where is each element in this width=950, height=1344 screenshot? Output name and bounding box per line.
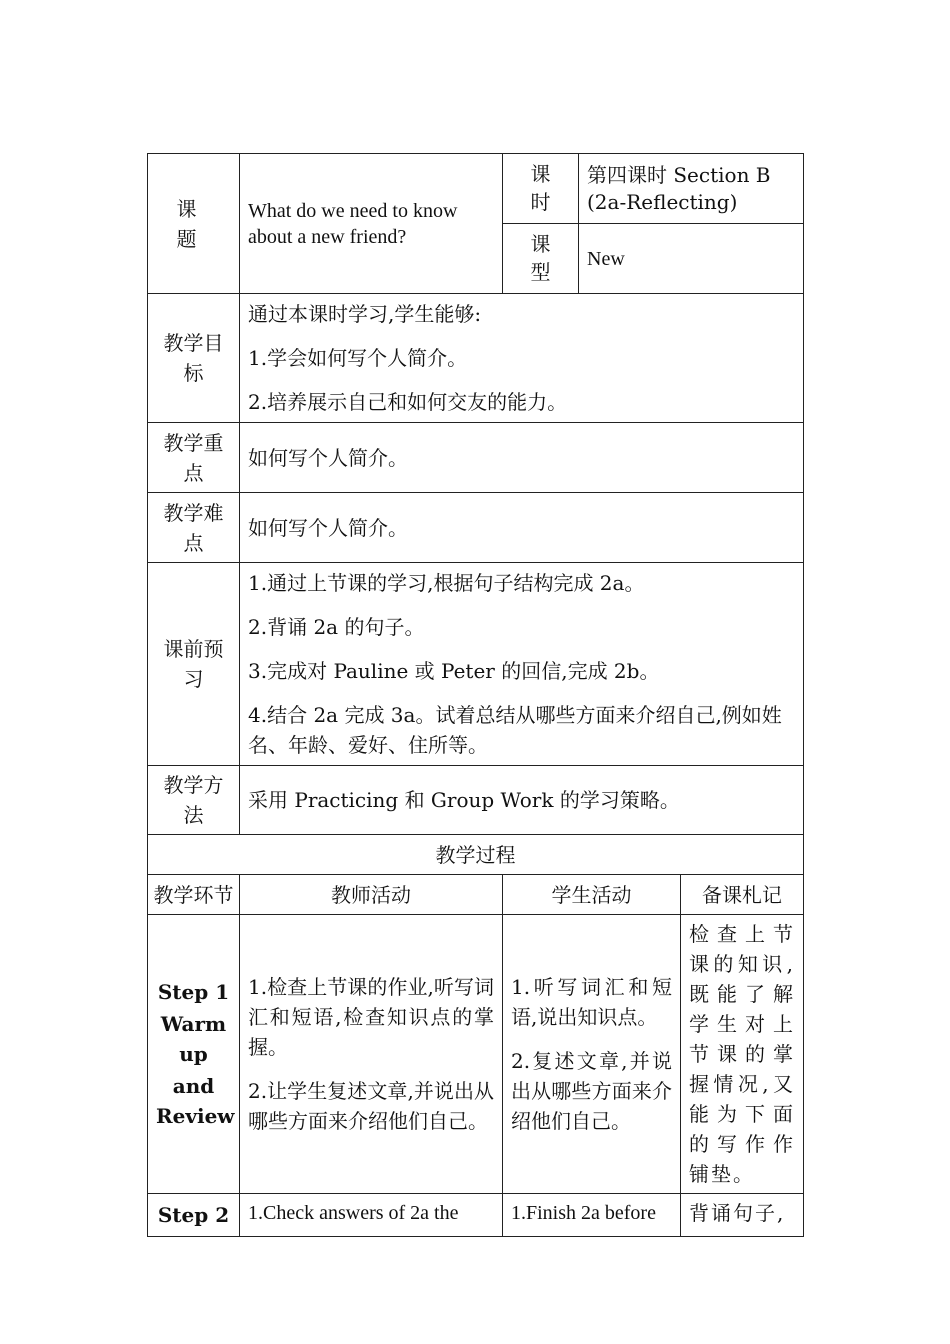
col-header-notes: 备课札记 xyxy=(681,875,804,915)
preview-item: 2.背诵 2a 的句子。 xyxy=(248,615,425,639)
step-2-teacher: 1.Check answers of 2a the xyxy=(240,1194,503,1237)
type-value: New xyxy=(579,224,804,294)
col-header-stage: 教学环节 xyxy=(148,875,240,915)
preview-content xyxy=(240,563,804,766)
goals-intro: 通过本课时学习,学生能够: xyxy=(248,302,482,326)
step-1-label xyxy=(148,915,240,1194)
goals-label: 教学目标 xyxy=(148,294,240,423)
student-activity: 1.听写词汇和短语,说出知识点。 xyxy=(511,975,672,1029)
step-1-teacher xyxy=(240,915,503,1194)
preview-item: 1.通过上节课的学习,根据句子结构完成 2a。 xyxy=(248,571,645,595)
teacher-activity: 1.检查上节课的作业,听写词汇和短语,检查知识点的掌握。 xyxy=(248,975,494,1059)
step-1-number: Step 1 xyxy=(157,980,230,1004)
preview-label: 课前预习 xyxy=(148,563,240,766)
difficulty-label: 教学难点 xyxy=(148,493,240,563)
step-2-label xyxy=(148,1194,240,1237)
step-2-student: 1.Finish 2a before xyxy=(503,1194,681,1237)
period-value: 第四课时 Section B (2a-Reflecting) xyxy=(579,154,804,224)
step-1-title: Warm up xyxy=(160,1012,227,1066)
period-label: 课时 xyxy=(503,154,579,224)
col-header-teacher: 教师活动 xyxy=(240,875,503,915)
lesson-plan-table xyxy=(147,153,804,1237)
student-activity: 2.复述文章,并说出从哪些方面来介绍他们自己。 xyxy=(511,1049,672,1133)
process-title: 教学过程 xyxy=(148,835,804,875)
method-value: 采用 Practicing 和 Group Work 的学习策略。 xyxy=(240,766,804,835)
preview-item: 3.完成对 Pauline 或 Peter 的回信,完成 2b。 xyxy=(248,659,660,683)
step-2-number: Step 2 xyxy=(157,1203,230,1227)
step-1-notes: 检查上节课的知识,既能了解学生对上节课的掌握情况,又能为下面的写作作铺垫。 xyxy=(681,915,804,1194)
preview-item: 4.结合 2a 完成 3a。试着总结从哪些方面来介绍自己,例如姓名、年龄、爱好、住所等。 xyxy=(248,703,782,757)
step-1-student xyxy=(503,915,681,1194)
col-header-student: 学生活动 xyxy=(503,875,681,915)
key-point-label: 教学重点 xyxy=(148,423,240,493)
difficulty-value: 如何写个人简介。 xyxy=(240,493,804,563)
key-point-value: 如何写个人简介。 xyxy=(240,423,804,493)
method-label: 教学方法 xyxy=(148,766,240,835)
topic-label: 课 题 xyxy=(148,154,240,294)
teacher-activity: 2.让学生复述文章,并说出从哪些方面来介绍他们自己。 xyxy=(248,1079,494,1133)
type-label: 课型 xyxy=(503,224,579,294)
goals-content xyxy=(240,294,804,423)
step-2-notes: 背诵句子, xyxy=(681,1194,804,1237)
goal-item: 1.学会如何写个人简介。 xyxy=(248,346,468,370)
topic-value: What do we need to know about a new friend? xyxy=(240,154,503,294)
step-1-subtitle: and Review xyxy=(156,1074,235,1128)
goal-item: 2.培养展示自己和如何交友的能力。 xyxy=(248,390,568,414)
